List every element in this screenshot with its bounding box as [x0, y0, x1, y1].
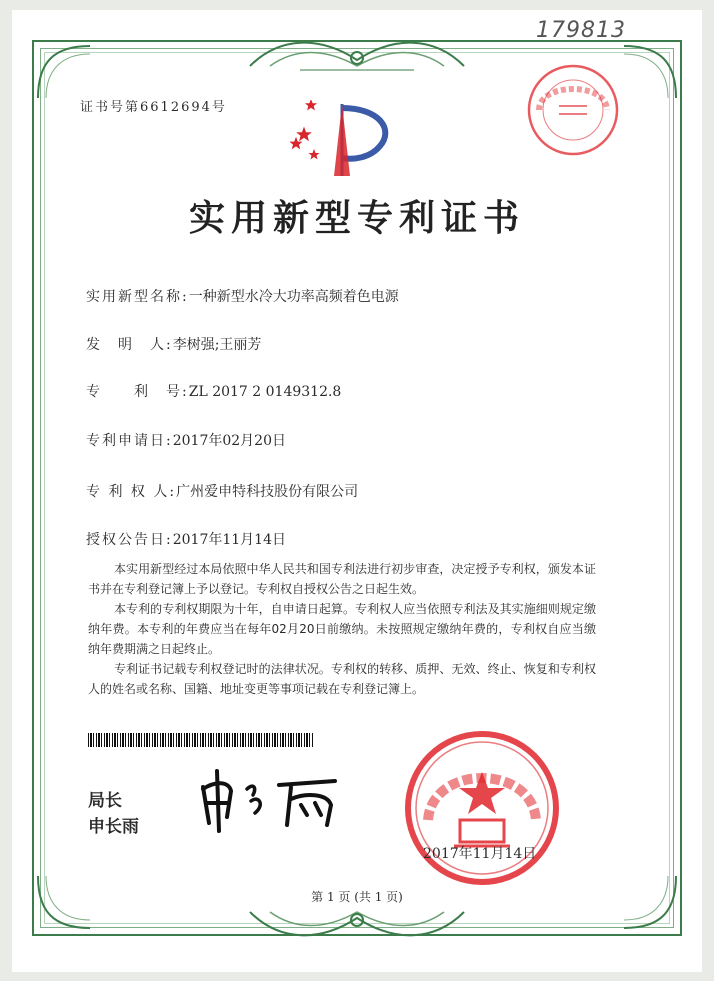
field-utility-model-name [86, 286, 399, 306]
field-inventor [86, 334, 261, 354]
field-grant-date [86, 529, 286, 549]
corner-ornament-top-left [34, 42, 94, 102]
patent-office-logo-icon [290, 100, 400, 180]
stamp-icon [525, 62, 621, 158]
field-value: 2017年02月20日 [172, 433, 286, 449]
field-value: 2017年11月14日 [172, 532, 286, 548]
barcode [88, 733, 314, 747]
certificate-title: 实用新型专利证书 [188, 197, 525, 239]
director-title: 局长 [88, 791, 122, 811]
field-label: 专 利 权 人: [86, 484, 177, 500]
director-signature-icon [195, 765, 345, 835]
top-ornament [240, 36, 474, 76]
certificate-body [88, 559, 596, 699]
field-label: 授权公告日: [86, 532, 173, 548]
field-label: 专利申请日: [86, 433, 173, 449]
certificate-number: 证书号第6612694号 [80, 100, 227, 115]
field-patentee [86, 481, 358, 501]
body-paragraph: 本实用新型经过本局依照中华人民共和国专利法进行初步审查，决定授予专利权，颁发本证书并在专利登记簿上予以登记。专利权自授权公告之日起生效。 [88, 562, 596, 596]
field-value: ZL 2017 2 0149312.8 [188, 384, 342, 400]
page-number: 第 1 页 (共 1 页) [311, 890, 403, 904]
body-paragraph: 本专利的专利权期限为十年，自申请日起算。专利权人应当依照专利法及其实施细则规定缴纳年费。本专利的年费应当在每年02月20日前缴纳。未按照规定缴纳年费的，专利权自应当缴纳年费期满之日起终止。 [88, 602, 596, 656]
body-paragraph: 专利证书记载专利权登记时的法律状况。专利权的转移、质押、无效、终止、恢复和专利权人的姓名或名称、国籍、地址变更等事项记载在专利登记簿上。 [88, 662, 596, 696]
field-value: 李树强;王丽芳 [172, 337, 262, 353]
official-seal-icon [402, 728, 562, 888]
director-name: 申长雨 [88, 817, 139, 837]
field-label: 实用新型名称: [86, 289, 189, 305]
field-patent-number [86, 381, 341, 401]
handwritten-note: 179813 [536, 18, 626, 43]
field-label: 发 明 人: [86, 337, 173, 353]
seal-date: 2017年11月14日 [423, 846, 537, 862]
field-application-date [86, 430, 286, 450]
field-label: 专 利 号: [86, 384, 189, 400]
field-value: 一种新型水冷大功率高频着色电源 [188, 289, 399, 305]
bottom-ornament [240, 906, 474, 942]
field-value: 广州爱申特科技股份有限公司 [176, 484, 359, 500]
corner-ornament-top-right [620, 42, 680, 102]
